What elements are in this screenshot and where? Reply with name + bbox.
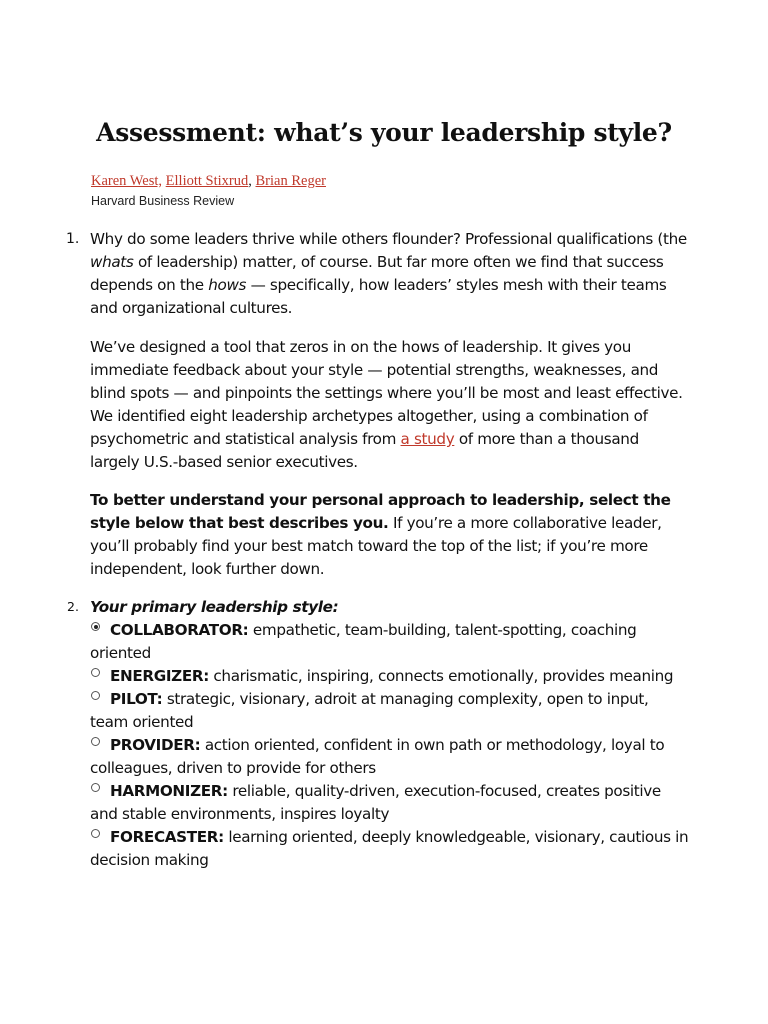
author-link-karen-west[interactable]: Karen West, bbox=[91, 173, 163, 189]
radio-button-icon[interactable] bbox=[91, 829, 100, 838]
radio-button-icon[interactable] bbox=[91, 737, 100, 746]
author-link-elliott-stixrud[interactable]: Elliott Stixrud bbox=[165, 173, 249, 189]
item-number-2: 2. bbox=[67, 599, 79, 614]
instructions-paragraph: To better understand your personal approach to leadership, select the style below that best describes you. If you’re a more collaborative leader, you’ll probably find your best match toward the top of the list; if you’re more independent, look further down. bbox=[90, 491, 671, 578]
question-primary-style: Your primary leadership style: bbox=[90, 598, 339, 616]
option-pilot[interactable]: PILOT: strategic, visionary, adroit at managing complexity, open to input, team oriented bbox=[90, 690, 649, 731]
leadership-style-options bbox=[90, 619, 690, 872]
publication-source: Harvard Business Review bbox=[91, 194, 235, 208]
author-link-brian-reger[interactable]: Brian Reger bbox=[255, 173, 326, 189]
emphasis-whats: whats bbox=[90, 253, 134, 271]
option-energizer[interactable]: ENERGIZER: charismatic, inspiring, connects emotionally, provides meaning bbox=[90, 665, 690, 688]
author-list: Karen West, Elliott Stixrud, Brian Reger bbox=[91, 173, 326, 189]
option-provider[interactable]: PROVIDER: action oriented, confident in own path or methodology, loyal to colleagues, driven to provide for others bbox=[90, 736, 665, 777]
item-number-1: 1. bbox=[66, 231, 80, 247]
radio-button-icon[interactable] bbox=[91, 691, 100, 700]
instructions-bold: To better understand your personal approach to leadership, select the style below that best describes you. bbox=[90, 491, 671, 532]
study-link[interactable]: a study bbox=[400, 430, 455, 448]
option-harmonizer[interactable]: HARMONIZER: reliable, quality-driven, execution-focused, creates positive and stable environments, inspires loyalty bbox=[90, 782, 661, 823]
emphasis-hows: hows bbox=[208, 276, 247, 294]
tool-description-paragraph: We’ve designed a tool that zeros in on the hows of leadership. It gives you immediate feedback about your style — potential strengths, weaknesses, and blind spots — and pinpoints the settings where you’ll be most and least effective. We identified eight leadership archetypes altogether, using a combination of psychometric and statistical analysis from a study of more than a thousand largely U.S.-based senior executives. bbox=[90, 338, 683, 471]
page-title: Assessment: what’s your leadership style? bbox=[96, 118, 672, 147]
option-collaborator[interactable]: COLLABORATOR: empathetic, team-building, talent-spotting, coaching oriented bbox=[90, 621, 637, 662]
option-forecaster[interactable]: FORECASTER: learning oriented, deeply knowledgeable, visionary, cautious in decision making bbox=[90, 828, 689, 869]
radio-button-icon[interactable] bbox=[91, 668, 100, 677]
radio-button-icon[interactable] bbox=[91, 622, 100, 631]
radio-button-icon[interactable] bbox=[91, 783, 100, 792]
intro-paragraph: Why do some leaders thrive while others flounder? Professional qualifications (the whats of leadership) matter, of course. But far more often we find that success depends on the hows — specifically, how leaders’ styles mesh with their teams and organizational cultures. bbox=[90, 230, 687, 317]
